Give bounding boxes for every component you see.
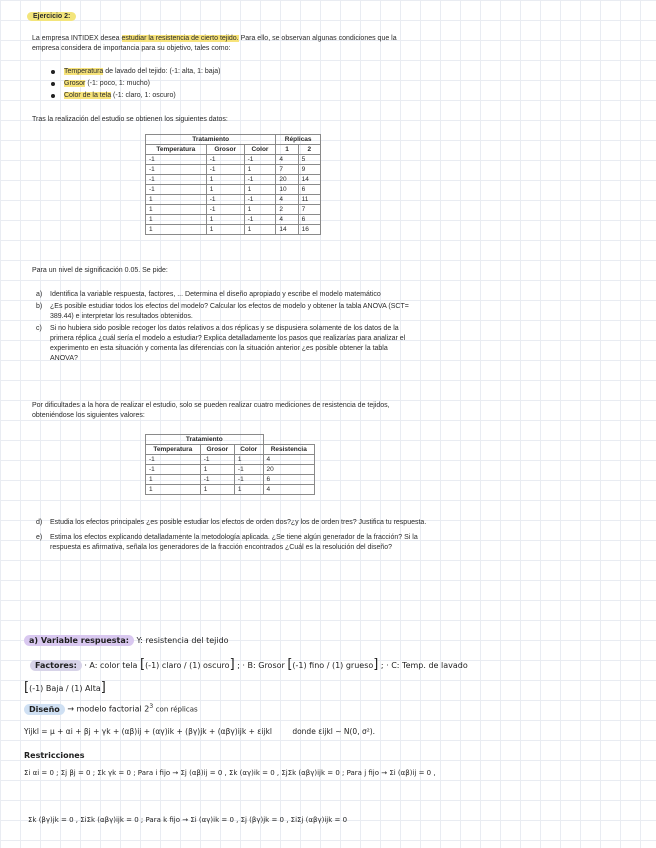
table-cell: 1 <box>206 215 244 225</box>
table-cell: 1 <box>234 455 263 465</box>
table-cell: 6 <box>298 215 320 225</box>
bracket-open: [ <box>287 657 293 672</box>
question-text: Estima los efectos explicando detalladamente la metodología aplicada. ¿Se tiene algún generador de la fracción? Si la respuesta es afirmativa, señala los generadores de la fracción encontrados ¿Cuál es la resolución del diseño? <box>50 534 418 551</box>
table-cell: 7 <box>298 205 320 215</box>
factor-c-levels: (-1) Baja / (1) Alta <box>29 684 101 693</box>
table-cell: 11 <box>298 195 320 205</box>
table-row <box>146 205 321 215</box>
list-item <box>32 290 412 300</box>
table-row <box>146 475 315 485</box>
note-design <box>24 703 198 714</box>
table-group-header: Réplicas <box>276 135 321 145</box>
factors-list <box>50 66 410 102</box>
table-cell: 1 <box>146 485 201 495</box>
table-cell: 1 <box>146 225 207 235</box>
table-cell: 6 <box>263 475 314 485</box>
question-letter: a) <box>36 291 43 298</box>
question-text: Identifica la variable respuesta, factores, ... Determina el diseño apropiado y escribe el modelo matemático <box>50 291 381 298</box>
question-text: Si no hubiera sido posible recoger los datos relativos a dos réplicas y se dispusiera solamente de los datos de la primera réplica ¿cuál sería el modelo a estudiar? Explica detalladamente los pasos que realizarías para analizar el experimento en esta situación y comenta las diferencias con la situación anterior ¿es posible obtener la tabla ANOVA? <box>50 325 406 362</box>
table-group-header: Tratamiento <box>146 135 276 145</box>
table-cell: 1 <box>206 185 244 195</box>
table-row <box>146 185 321 195</box>
exercise-title: Ejercicio 2: <box>27 12 76 21</box>
table-cell: -1 <box>200 475 234 485</box>
factor-a: · A: color tela <box>84 661 138 670</box>
table-cell: 4 <box>263 485 314 495</box>
list-item <box>32 518 430 528</box>
table-cell: -1 <box>244 215 276 225</box>
table-row <box>146 465 315 475</box>
table-cell: 4 <box>276 195 298 205</box>
column-header: Grosor <box>206 145 244 155</box>
note-factor-c-levels <box>24 680 106 695</box>
table-cell: 1 <box>146 205 207 215</box>
note-factors <box>30 657 468 672</box>
table-cell: 9 <box>298 165 320 175</box>
column-header: 2 <box>298 145 320 155</box>
column-header: Color <box>234 445 263 455</box>
data-table-replicas <box>145 134 321 235</box>
factor-c: ; · C: Temp. de lavado <box>380 661 468 670</box>
factor-a-levels: (-1) claro / (1) oscuro <box>145 661 230 670</box>
column-header: Resistencia <box>263 445 314 455</box>
factor-desc: (-1: poco, 1: mucho) <box>85 80 150 87</box>
table-cell: 20 <box>276 175 298 185</box>
table-cell: -1 <box>146 465 201 475</box>
factor-name: Grosor <box>64 80 86 87</box>
data-intro: Tras la realización del estudio se obtienen los siguientes datos: <box>32 116 228 123</box>
question-letter: d) <box>36 519 43 526</box>
design-label: Diseño <box>24 704 65 715</box>
table-cell: -1 <box>146 155 207 165</box>
table-row <box>146 455 315 465</box>
factor-b: ; · B: Grosor <box>237 661 285 670</box>
factor-desc: (-1: claro, 1: oscuro) <box>111 92 176 99</box>
table-cell: -1 <box>206 205 244 215</box>
table-cell: -1 <box>244 175 276 185</box>
factor-name: Color de la tela <box>64 92 112 99</box>
table-cell: 20 <box>263 465 314 475</box>
bracket-close: ] <box>100 680 106 695</box>
table-cell: 7 <box>276 165 298 175</box>
table-cell: -1 <box>146 175 207 185</box>
table-cell: -1 <box>234 465 263 475</box>
table-row <box>146 485 315 495</box>
table-cell: 1 <box>146 195 207 205</box>
table-cell: 14 <box>276 225 298 235</box>
table-cell: 1 <box>244 165 276 175</box>
table-cell: -1 <box>206 165 244 175</box>
table-group-header: Tratamiento <box>146 435 264 445</box>
table-cell: 6 <box>298 185 320 195</box>
factor-name: Temperatura <box>64 68 104 75</box>
intro-pre: La empresa INTIDEX desea <box>32 35 122 42</box>
restrictions-label: Restricciones <box>24 751 85 760</box>
table-cell: -1 <box>206 195 244 205</box>
list-item <box>50 90 410 102</box>
table-cell: -1 <box>244 195 276 205</box>
design-suffix: con réplicas <box>155 705 198 714</box>
table-cell: 1 <box>206 175 244 185</box>
table-cell: 16 <box>298 225 320 235</box>
table-cell: 1 <box>206 225 244 235</box>
table-cell: 5 <box>298 155 320 165</box>
table-cell: -1 <box>244 155 276 165</box>
question-text: Estudia los efectos principales ¿es posible estudiar los efectos de orden dos?¿y los de orden tres? Justifica tu respuesta. <box>50 519 427 526</box>
question-letter: b) <box>36 303 43 310</box>
table-cell: 1 <box>244 205 276 215</box>
answer-a-label: a) Variable respuesta: <box>24 635 134 646</box>
data-table-fraction <box>145 434 315 495</box>
list-item <box>50 66 410 78</box>
table-cell: 4 <box>263 455 314 465</box>
restrictions-line-1: Σi αi = 0 ; Σj βj = 0 ; Σk γk = 0 ; Para i fijo → Σj (αβ)ij = 0 , Σk (αγ)ik = 0 , ΣjΣk (αβγ)ijk = 0 ; Para j fijo → Σi (αβ)ij = 0 , <box>24 769 436 777</box>
column-header: Temperatura <box>146 145 207 155</box>
bracket-close: ] <box>229 657 235 672</box>
table-cell: 1 <box>146 475 201 485</box>
table-cell: -1 <box>146 165 207 175</box>
table-cell: -1 <box>146 185 207 195</box>
table-cell: 1 <box>244 185 276 195</box>
questions-de <box>32 518 430 555</box>
factor-b-levels: (-1) fino / (1) grueso <box>292 661 374 670</box>
table-row <box>146 215 321 225</box>
table-cell: -1 <box>206 155 244 165</box>
model-equation: Yijkl = μ + αi + βj + γk + (αβ)ij + (αγ)ik + (βγ)jk + (αβγ)ijk + εijkl <box>24 727 272 736</box>
question-letter: e) <box>36 534 43 541</box>
table-cell: 1 <box>146 215 207 225</box>
factors-label: Factores: <box>30 660 82 671</box>
list-item <box>50 78 410 90</box>
note-variable-response <box>24 636 229 645</box>
questions-abc <box>32 290 412 366</box>
table-cell: 1 <box>234 485 263 495</box>
list-item <box>32 324 412 364</box>
table-cell: -1 <box>234 475 263 485</box>
list-item <box>32 533 430 553</box>
significance-text: Para un nivel de significación 0.05. Se pide: <box>32 267 168 274</box>
table-row <box>146 155 321 165</box>
table-cell: 14 <box>298 175 320 185</box>
difficulty-text: Por dificultades a la hora de realizar el estudio, solo se pueden realizar cuatro mediciones de resistencia de tejidos, obteniéndose los siguientes valores: <box>32 402 390 419</box>
table-cell: -1 <box>200 455 234 465</box>
list-item <box>32 302 412 322</box>
question-text: ¿Es posible estudiar todos los efectos del modelo? Calcular los efectos de modelo y obtener la tabla ANOVA (SCT= 389.44) e interpretar los resultados obtenidos. <box>50 303 409 320</box>
response-variable: Y: resistencia del tejido <box>136 636 229 645</box>
factor-desc: de lavado del tejido: (-1: alta, 1: baja) <box>103 68 221 75</box>
table-row <box>146 225 321 235</box>
column-header: 1 <box>276 145 298 155</box>
table-row <box>146 175 321 185</box>
table-cell: 1 <box>200 485 234 495</box>
table-cell: 10 <box>276 185 298 195</box>
column-header: Temperatura <box>146 445 201 455</box>
model-note: donde εijkl ~ N(0, σ²). <box>292 727 376 736</box>
design-text: → modelo factorial 2 <box>67 704 150 714</box>
table-cell: 4 <box>276 215 298 225</box>
intro-highlight: estudiar la resistencia de cierto tejido. <box>121 35 239 42</box>
intro-post: Para ello, se observan algunas condiciones que la empresa considera de importancia para su objetivo, tales como: <box>32 35 397 52</box>
restrictions-line-2: Σk (βγ)jk = 0 , ΣiΣk (αβγ)ijk = 0 ; Para k fijo → Σi (αγ)ik = 0 , Σj (βγ)jk = 0 , ΣiΣj (αβγ)ijk = 0 <box>28 816 348 824</box>
table-cell: 1 <box>200 465 234 475</box>
note-model <box>24 727 375 736</box>
table-cell: -1 <box>146 455 201 465</box>
design-exponent: 3 <box>149 703 154 710</box>
bracket-open: [ <box>139 657 146 672</box>
bracket-open: [ <box>24 680 30 695</box>
bracket-close: ] <box>373 657 379 672</box>
table-row <box>146 195 321 205</box>
table-cell: 4 <box>276 155 298 165</box>
table-row <box>146 165 321 175</box>
table-cell: 1 <box>244 225 276 235</box>
table-cell: 2 <box>276 205 298 215</box>
column-header: Color <box>244 145 276 155</box>
question-letter: c) <box>36 325 42 332</box>
intro-paragraph <box>32 34 417 54</box>
column-header: Grosor <box>200 445 234 455</box>
